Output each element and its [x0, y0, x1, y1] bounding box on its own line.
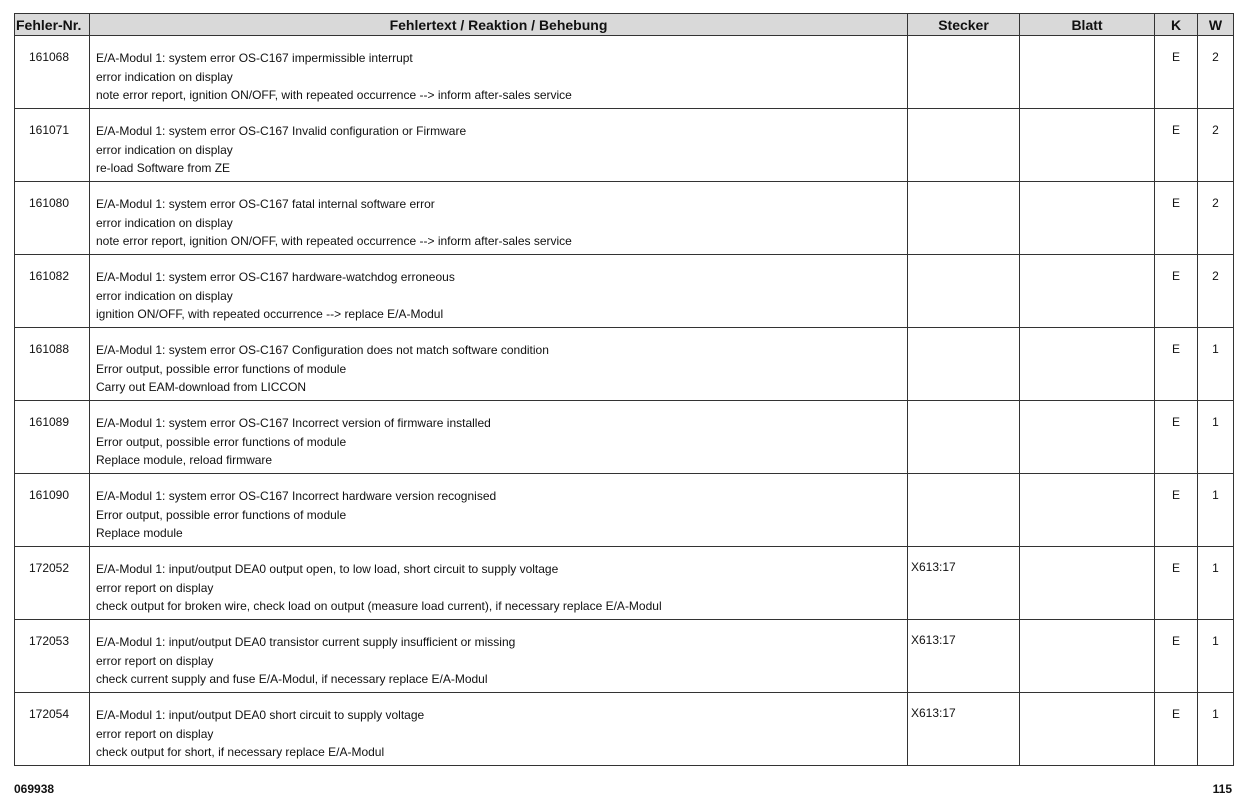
w-cell: 1: [1198, 547, 1234, 620]
blatt-cell: [1020, 693, 1155, 766]
error-reaction: Error output, possible error functions of module: [96, 507, 347, 522]
error-reaction: error report on display: [96, 580, 214, 595]
blatt-cell: [1020, 182, 1155, 255]
error-remedy: ignition ON/OFF, with repeated occurrence --> replace E/A-Modul: [96, 307, 444, 321]
header-fehler-nr: Fehler-Nr.: [15, 14, 90, 36]
error-number: 161088: [15, 328, 90, 401]
k-cell: E: [1155, 620, 1198, 693]
blatt-cell: [1020, 36, 1155, 109]
k-cell: E: [1155, 109, 1198, 182]
header-k: K: [1155, 14, 1198, 36]
error-description: E/A-Modul 1: input/output DEA0 output open, to low load, short circuit to supply voltage: [96, 562, 559, 576]
stecker-cell: [908, 328, 1020, 401]
error-description: E/A-Modul 1: input/output DEA0 transistor current supply insufficient or missing: [96, 635, 516, 649]
document-number: 069938: [14, 782, 55, 796]
stecker-cell: [908, 109, 1020, 182]
error-description: E/A-Modul 1: input/output DEA0 short circuit to supply voltage: [96, 708, 425, 722]
k-cell: E: [1155, 401, 1198, 474]
error-description: E/A-Modul 1: system error OS-C167 hardware-watchdog erroneous: [96, 270, 455, 284]
error-reaction: error report on display: [96, 653, 214, 668]
table-row: [15, 401, 1234, 474]
w-cell: 2: [1198, 36, 1234, 109]
k-cell: E: [1155, 474, 1198, 547]
table-row: [15, 255, 1234, 328]
w-cell: 2: [1198, 109, 1234, 182]
error-number: 161068: [15, 36, 90, 109]
error-description: E/A-Modul 1: system error OS-C167 Configuration does not match software condition: [96, 343, 549, 357]
blatt-cell: [1020, 401, 1155, 474]
error-text: [90, 401, 908, 474]
error-reaction: error indication on display: [96, 69, 233, 84]
table-row: [15, 693, 1234, 766]
error-text: [90, 474, 908, 547]
stecker-cell: [908, 36, 1020, 109]
table-row: [15, 182, 1234, 255]
error-number: 161080: [15, 182, 90, 255]
error-text: [90, 620, 908, 693]
table-row: [15, 109, 1234, 182]
blatt-cell: [1020, 255, 1155, 328]
table-row: [15, 36, 1234, 109]
table-row: [15, 474, 1234, 547]
error-number: 161071: [15, 109, 90, 182]
error-number: 161082: [15, 255, 90, 328]
table-row: [15, 547, 1234, 620]
error-text: [90, 693, 908, 766]
error-description: E/A-Modul 1: system error OS-C167 Invalid configuration or Firmware: [96, 124, 467, 138]
error-remedy: note error report, ignition ON/OFF, with repeated occurrence --> inform after-sales service: [96, 88, 572, 102]
table-row: [15, 620, 1234, 693]
blatt-cell: [1020, 620, 1155, 693]
k-cell: E: [1155, 182, 1198, 255]
w-cell: 2: [1198, 255, 1234, 328]
error-text: [90, 36, 908, 109]
stecker-cell: X613:17: [908, 693, 1020, 766]
error-reaction: error indication on display: [96, 288, 233, 303]
blatt-cell: [1020, 474, 1155, 547]
error-reaction: error indication on display: [96, 142, 233, 157]
w-cell: 2: [1198, 182, 1234, 255]
table-row: [15, 328, 1234, 401]
error-number: 172054: [15, 693, 90, 766]
error-text: [90, 182, 908, 255]
error-text: [90, 255, 908, 328]
error-number: 172052: [15, 547, 90, 620]
error-reaction: error report on display: [96, 726, 214, 741]
error-remedy: check current supply and fuse E/A-Modul, if necessary replace E/A-Modul: [96, 672, 488, 686]
error-number: 161090: [15, 474, 90, 547]
blatt-cell: [1020, 547, 1155, 620]
error-reaction: error indication on display: [96, 215, 233, 230]
error-description: E/A-Modul 1: system error OS-C167 Incorrect hardware version recognised: [96, 489, 497, 503]
stecker-cell: [908, 474, 1020, 547]
error-text: [90, 109, 908, 182]
error-remedy: note error report, ignition ON/OFF, with repeated occurrence --> inform after-sales service: [96, 234, 572, 248]
k-cell: E: [1155, 255, 1198, 328]
error-remedy: Replace module, reload firmware: [96, 453, 273, 467]
error-text: [90, 328, 908, 401]
stecker-cell: [908, 182, 1020, 255]
w-cell: 1: [1198, 401, 1234, 474]
error-remedy: re-load Software from ZE: [96, 161, 231, 175]
header-fehlertext: Fehlertext / Reaktion / Behebung: [90, 14, 908, 36]
error-description: E/A-Modul 1: system error OS-C167 fatal internal software error: [96, 197, 435, 211]
stecker-cell: [908, 255, 1020, 328]
error-number: 172053: [15, 620, 90, 693]
k-cell: E: [1155, 693, 1198, 766]
error-reaction: Error output, possible error functions of module: [96, 361, 347, 376]
k-cell: E: [1155, 547, 1198, 620]
error-number: 161089: [15, 401, 90, 474]
w-cell: 1: [1198, 474, 1234, 547]
stecker-cell: X613:17: [908, 620, 1020, 693]
k-cell: E: [1155, 328, 1198, 401]
stecker-cell: X613:17: [908, 547, 1020, 620]
error-description: E/A-Modul 1: system error OS-C167 impermissible interrupt: [96, 51, 413, 65]
error-remedy: check output for short, if necessary replace E/A-Modul: [96, 745, 385, 759]
header-stecker: Stecker: [908, 14, 1020, 36]
error-remedy: Carry out EAM-download from LICCON: [96, 380, 307, 394]
stecker-cell: [908, 401, 1020, 474]
k-cell: E: [1155, 36, 1198, 109]
error-remedy: Replace module: [96, 526, 183, 540]
blatt-cell: [1020, 328, 1155, 401]
blatt-cell: [1020, 109, 1155, 182]
error-remedy: check output for broken wire, check load on output (measure load current), if necessary replace E/A-Modul: [96, 599, 662, 613]
header-w: W: [1198, 14, 1234, 36]
error-code-table: [14, 13, 1234, 766]
table-header-row: [15, 14, 1234, 36]
error-reaction: Error output, possible error functions of module: [96, 434, 347, 449]
page-number: 115: [1212, 782, 1232, 796]
error-description: E/A-Modul 1: system error OS-C167 Incorrect version of firmware installed: [96, 416, 491, 430]
error-text: [90, 547, 908, 620]
w-cell: 1: [1198, 693, 1234, 766]
w-cell: 1: [1198, 328, 1234, 401]
w-cell: 1: [1198, 620, 1234, 693]
header-blatt: Blatt: [1020, 14, 1155, 36]
